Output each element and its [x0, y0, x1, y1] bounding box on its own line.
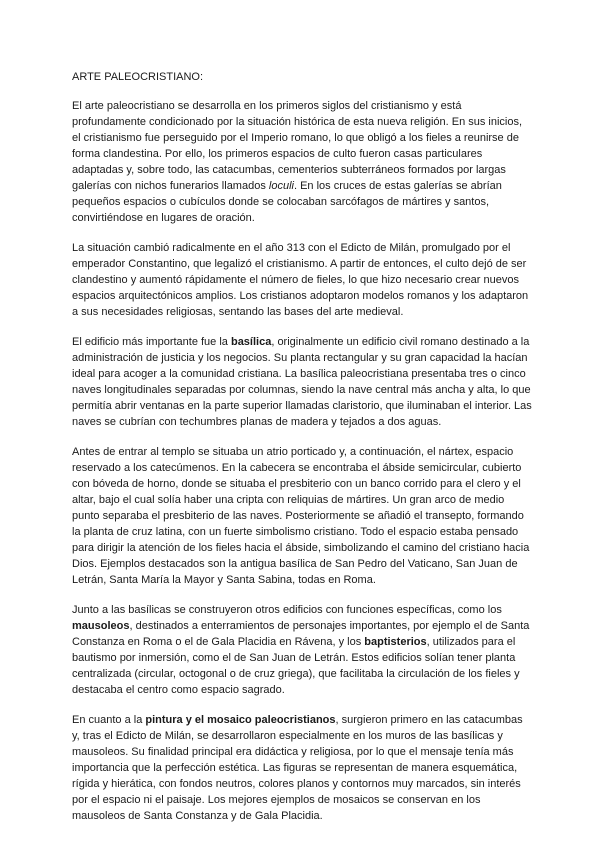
bold-term-basilica: basílica: [230, 336, 272, 348]
paragraph-edict-of-milan: La situación cambió radicalmente en el año 313 con el Edicto de Milán, promulgado por el emperador Constantino, que legalizó el cristianismo. A partir de entonces, el culto dejó de ser clandestino y aumentó rápidamente el número de fieles, lo que hizo necesario crear nuevos espacios arquitectónicos amplios. Los cristianos adoptaron modelos romanos y los adaptaron a sus necesidades religiosas, sentando las bases del arte medieval.: [72, 242, 529, 318]
bold-term-mausoleos: mausoleos: [72, 620, 130, 632]
paragraph-text: En cuanto a la: [72, 714, 146, 726]
document-title: ARTE PALEOCRISTIANO:: [72, 71, 204, 83]
paragraph-text: , surgieron primero en las catacumbas y, tras el Edicto de Milán, se desarrollaron especialmente en los muros de las basílicas y mausoleos. Su finalidad principal era didáctica y religiosa, por lo que el mensaje tenía más importancia que la perfección estética. Las figuras se representan de manera esquemática, rígida y hierática, con fondos neutros, colores planos y contornos muy marcados, sin interés por el espacio ni el paisaje. Los mejores ejemplos de mosaicos se conservan en los mausoleos de Santa Constanza y de Gala Placidia.: [72, 714, 523, 822]
paragraph-text: El arte paleocristiano se desarrolla en los primeros siglos del cristianismo y está profundamente condicionado por la situación histórica de esta nueva religión. En sus inicios, el cristianismo fue perseguido por el Imperio romano, lo que obligó a los fieles a reunirse de forma clandestina. Por ello, los primeros espacios de culto fueron casas particulares adaptadas y, sobre todo, las catacumbas, cementerios subterráneos formados por largas galerías con nichos funerarios llamados: [72, 100, 523, 192]
paragraph-text: , utilizados para el bautismo por inmersión, como el de San Juan de Letrán. Estos edificios solían tener planta centralizada (circular, octogonal o de cruz griega), que facilitaba la circulación de los fieles y destacaba el centro como espacio sagrado.: [72, 636, 520, 696]
bold-term-pintura-mosaico: pintura y el mosaico paleocristianos: [145, 714, 336, 726]
paragraph-basilica: [72, 334, 532, 430]
italic-term-loculi: loculi: [268, 180, 294, 192]
paragraph-temple-structure: Antes de entrar al templo se situaba un atrio porticado y, a continuación, el nártex, espacio reservado a los catecúmenos. En la cabecera se encontraba el ábside semicircular, cubierto con bóveda de horno, donde se situaba el presbiterio con un banco corrido para el clero y el altar, bajo el cual solía haber una cripta con reliquias de mártires. Un gran arco de medio punto separaba el presbiterio de las naves. Posteriormente se añadió el transepto, formando la planta de cruz latina, con un fuerte simbolismo cristiano. Todo el espacio estaba pensado para dirigir la atención de los fieles hacia el ábside, simbolizando el camino del cristiano hacia Dios. Ejemplos destacados son la antigua basílica de San Pedro del Vaticano, San Juan de Letrán, Santa María la Mayor y Santa Sabina, todas en Roma.: [72, 446, 530, 586]
paragraph-text: Junto a las basílicas se construyeron otros edificios con funciones específicas, como los: [72, 604, 502, 616]
paragraph-text: El edificio más importante fue la: [72, 336, 231, 348]
bold-term-baptisterios: baptisterios: [364, 636, 427, 648]
paragraph-painting-mosaic: [72, 712, 532, 824]
paragraph-text: , destinados a enterramientos de personajes importantes, por ejemplo el de Santa Constanza en Roma o el de Gala Placidia en Rávena, y los: [72, 620, 530, 648]
paragraph-text: , originalmente un edificio civil romano destinado a la administración de justicia y los negocios. Su planta rectangular y su gran capacidad la hacían ideal para acoger a la comunidad cristiana. La basílica paleocristiana presentaba tres o cinco naves longitudinales separadas por columnas, siendo la nave central más ancha y alta, lo que permitía abrir ventanas en la parte superior llamadas claristorio, que iluminaban el interior. Las naves se cubrían con techumbres planas de madera y tejados a dos aguas.: [72, 336, 532, 428]
paragraph-catacombs: [72, 98, 532, 226]
document-page: [72, 69, 532, 838]
paragraph-mausoleums-baptisteries: [72, 602, 532, 698]
paragraph-text: . En los cruces de estas galerías se abrían pequeños espacios o cubículos donde se colocaban sarcófagos de mártires y santos, convirtiéndose en lugares de oración.: [72, 180, 502, 224]
